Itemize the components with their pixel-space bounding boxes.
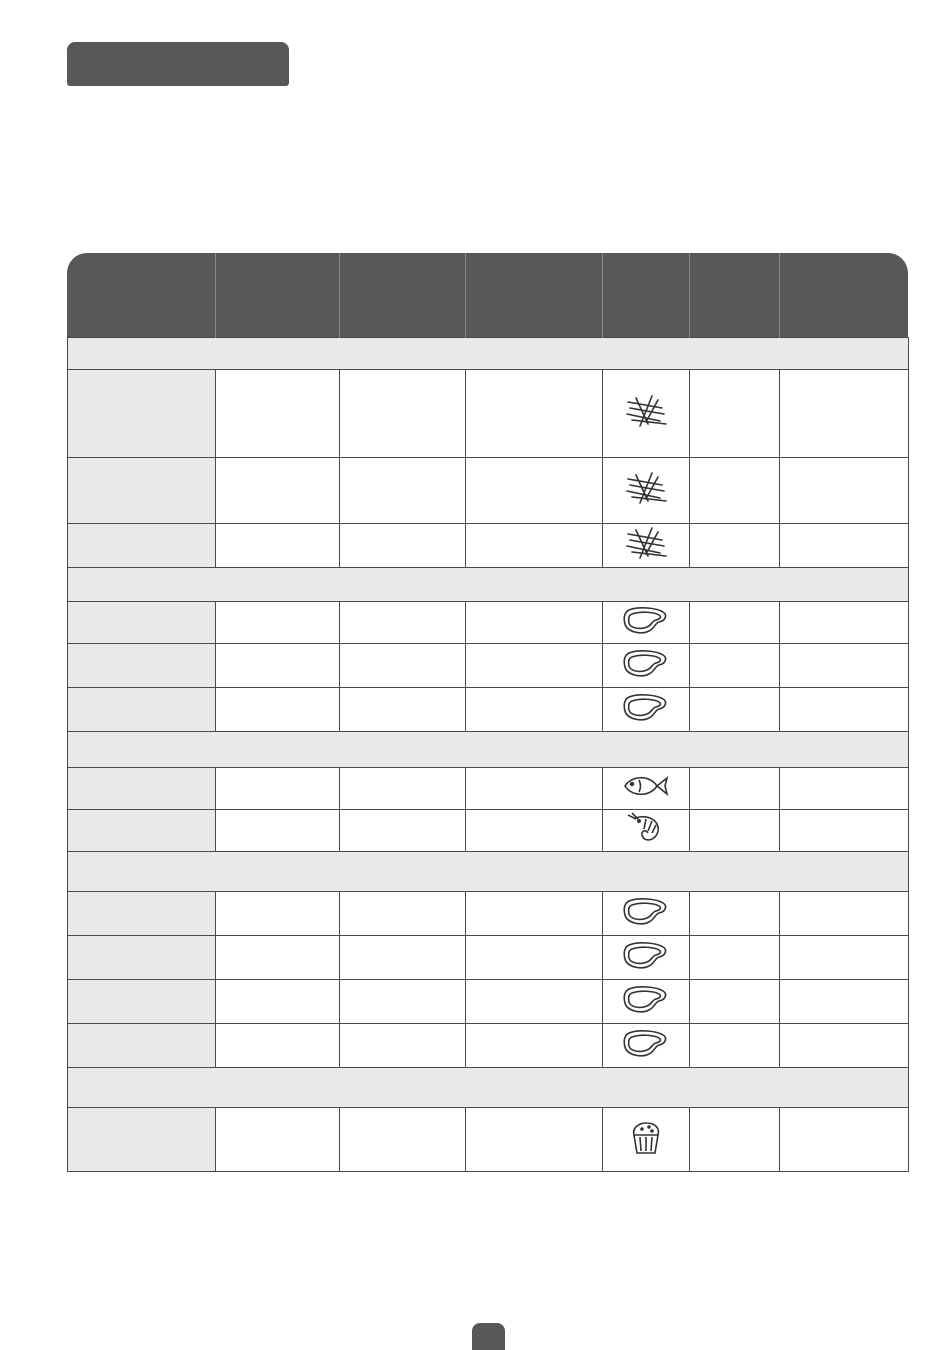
value-cell: [780, 768, 909, 810]
table-row: [68, 936, 909, 980]
fries-icon: [622, 526, 670, 565]
value-cell: [216, 810, 340, 852]
value-cell: [466, 602, 603, 644]
value-cell: [340, 644, 466, 688]
table-row: [68, 810, 909, 852]
food-name-cell: [68, 1024, 216, 1068]
section-row: [68, 1068, 909, 1108]
value-cell: [466, 892, 603, 936]
steak-icon: [621, 1027, 671, 1064]
section-row: [68, 852, 909, 892]
value-cell: [340, 1024, 466, 1068]
value-cell: [466, 936, 603, 980]
value-cell: [690, 810, 780, 852]
food-name-cell: [68, 892, 216, 936]
section-label: [68, 1068, 909, 1108]
value-cell: [466, 1024, 603, 1068]
cooking-table: [67, 253, 909, 1172]
table-row: [68, 458, 909, 524]
table-row: [68, 892, 909, 936]
header-col-7: [780, 253, 909, 338]
value-cell: [780, 458, 909, 524]
value-cell: [780, 688, 909, 732]
header-col-4: [466, 253, 603, 338]
icon-cell: [603, 1024, 690, 1068]
section-label: [68, 852, 909, 892]
fries-icon: [622, 471, 670, 510]
icon-cell: [603, 644, 690, 688]
value-cell: [340, 602, 466, 644]
value-cell: [466, 768, 603, 810]
header-col-6: [690, 253, 780, 338]
value-cell: [340, 810, 466, 852]
value-cell: [690, 688, 780, 732]
value-cell: [216, 936, 340, 980]
food-name-cell: [68, 1108, 216, 1172]
icon-cell: [603, 370, 690, 458]
value-cell: [216, 1108, 340, 1172]
value-cell: [216, 892, 340, 936]
value-cell: [466, 370, 603, 458]
table-row: [68, 1024, 909, 1068]
table-row: [68, 602, 909, 644]
value-cell: [690, 892, 780, 936]
food-name-cell: [68, 936, 216, 980]
value-cell: [780, 1108, 909, 1172]
section-title-tab: [67, 42, 289, 86]
value-cell: [216, 1024, 340, 1068]
icon-cell: [603, 936, 690, 980]
value-cell: [340, 980, 466, 1024]
section-row: [68, 732, 909, 768]
value-cell: [340, 892, 466, 936]
value-cell: [216, 768, 340, 810]
value-cell: [780, 892, 909, 936]
value-cell: [340, 1108, 466, 1172]
steak-icon: [621, 691, 671, 728]
food-name-cell: [68, 602, 216, 644]
value-cell: [780, 936, 909, 980]
table-row: [68, 1108, 909, 1172]
value-cell: [466, 458, 603, 524]
food-name-cell: [68, 524, 216, 568]
icon-cell: [603, 1108, 690, 1172]
icon-cell: [603, 768, 690, 810]
value-cell: [690, 1108, 780, 1172]
icon-cell: [603, 980, 690, 1024]
value-cell: [340, 524, 466, 568]
table-body: [68, 338, 909, 1172]
value-cell: [340, 936, 466, 980]
section-row: [68, 568, 909, 602]
icon-cell: [603, 458, 690, 524]
value-cell: [466, 1108, 603, 1172]
shrimp-icon: [626, 811, 666, 850]
value-cell: [466, 524, 603, 568]
food-name-cell: [68, 688, 216, 732]
table-header-row: [68, 253, 909, 338]
icon-cell: [603, 810, 690, 852]
food-name-cell: [68, 980, 216, 1024]
value-cell: [780, 980, 909, 1024]
cupcake-icon: [626, 1117, 666, 1162]
header-col-2: [216, 253, 340, 338]
section-label: [68, 732, 909, 768]
value-cell: [216, 458, 340, 524]
value-cell: [690, 370, 780, 458]
value-cell: [690, 458, 780, 524]
value-cell: [340, 458, 466, 524]
value-cell: [216, 524, 340, 568]
steak-icon: [621, 604, 671, 641]
header-col-food: [68, 253, 216, 338]
value-cell: [216, 688, 340, 732]
value-cell: [690, 768, 780, 810]
value-cell: [216, 370, 340, 458]
value-cell: [780, 524, 909, 568]
table-row: [68, 524, 909, 568]
header-col-icon: [603, 253, 690, 338]
food-name-cell: [68, 810, 216, 852]
section-label: [68, 568, 909, 602]
value-cell: [466, 980, 603, 1024]
food-name-cell: [68, 370, 216, 458]
value-cell: [780, 370, 909, 458]
table-row: [68, 688, 909, 732]
value-cell: [690, 1024, 780, 1068]
table-row: [68, 644, 909, 688]
value-cell: [466, 644, 603, 688]
value-cell: [780, 602, 909, 644]
value-cell: [216, 644, 340, 688]
value-cell: [690, 602, 780, 644]
value-cell: [690, 936, 780, 980]
icon-cell: [603, 524, 690, 568]
food-name-cell: [68, 458, 216, 524]
section-row: [68, 338, 909, 370]
value-cell: [216, 980, 340, 1024]
value-cell: [340, 688, 466, 732]
value-cell: [780, 810, 909, 852]
food-name-cell: [68, 768, 216, 810]
value-cell: [216, 602, 340, 644]
food-name-cell: [68, 644, 216, 688]
icon-cell: [603, 688, 690, 732]
value-cell: [780, 1024, 909, 1068]
value-cell: [466, 688, 603, 732]
value-cell: [690, 644, 780, 688]
table-row: [68, 370, 909, 458]
section-label: [68, 338, 909, 370]
icon-cell: [603, 892, 690, 936]
steak-icon: [621, 939, 671, 976]
table-row: [68, 980, 909, 1024]
value-cell: [690, 980, 780, 1024]
fish-icon: [621, 772, 671, 805]
value-cell: [780, 644, 909, 688]
steak-icon: [621, 983, 671, 1020]
header-col-3: [340, 253, 466, 338]
table-row: [68, 768, 909, 810]
icon-cell: [603, 602, 690, 644]
page-number-tab: [472, 1323, 505, 1350]
value-cell: [340, 370, 466, 458]
value-cell: [466, 810, 603, 852]
steak-icon: [621, 647, 671, 684]
fries-icon: [622, 394, 670, 433]
steak-icon: [621, 895, 671, 932]
value-cell: [690, 524, 780, 568]
value-cell: [340, 768, 466, 810]
